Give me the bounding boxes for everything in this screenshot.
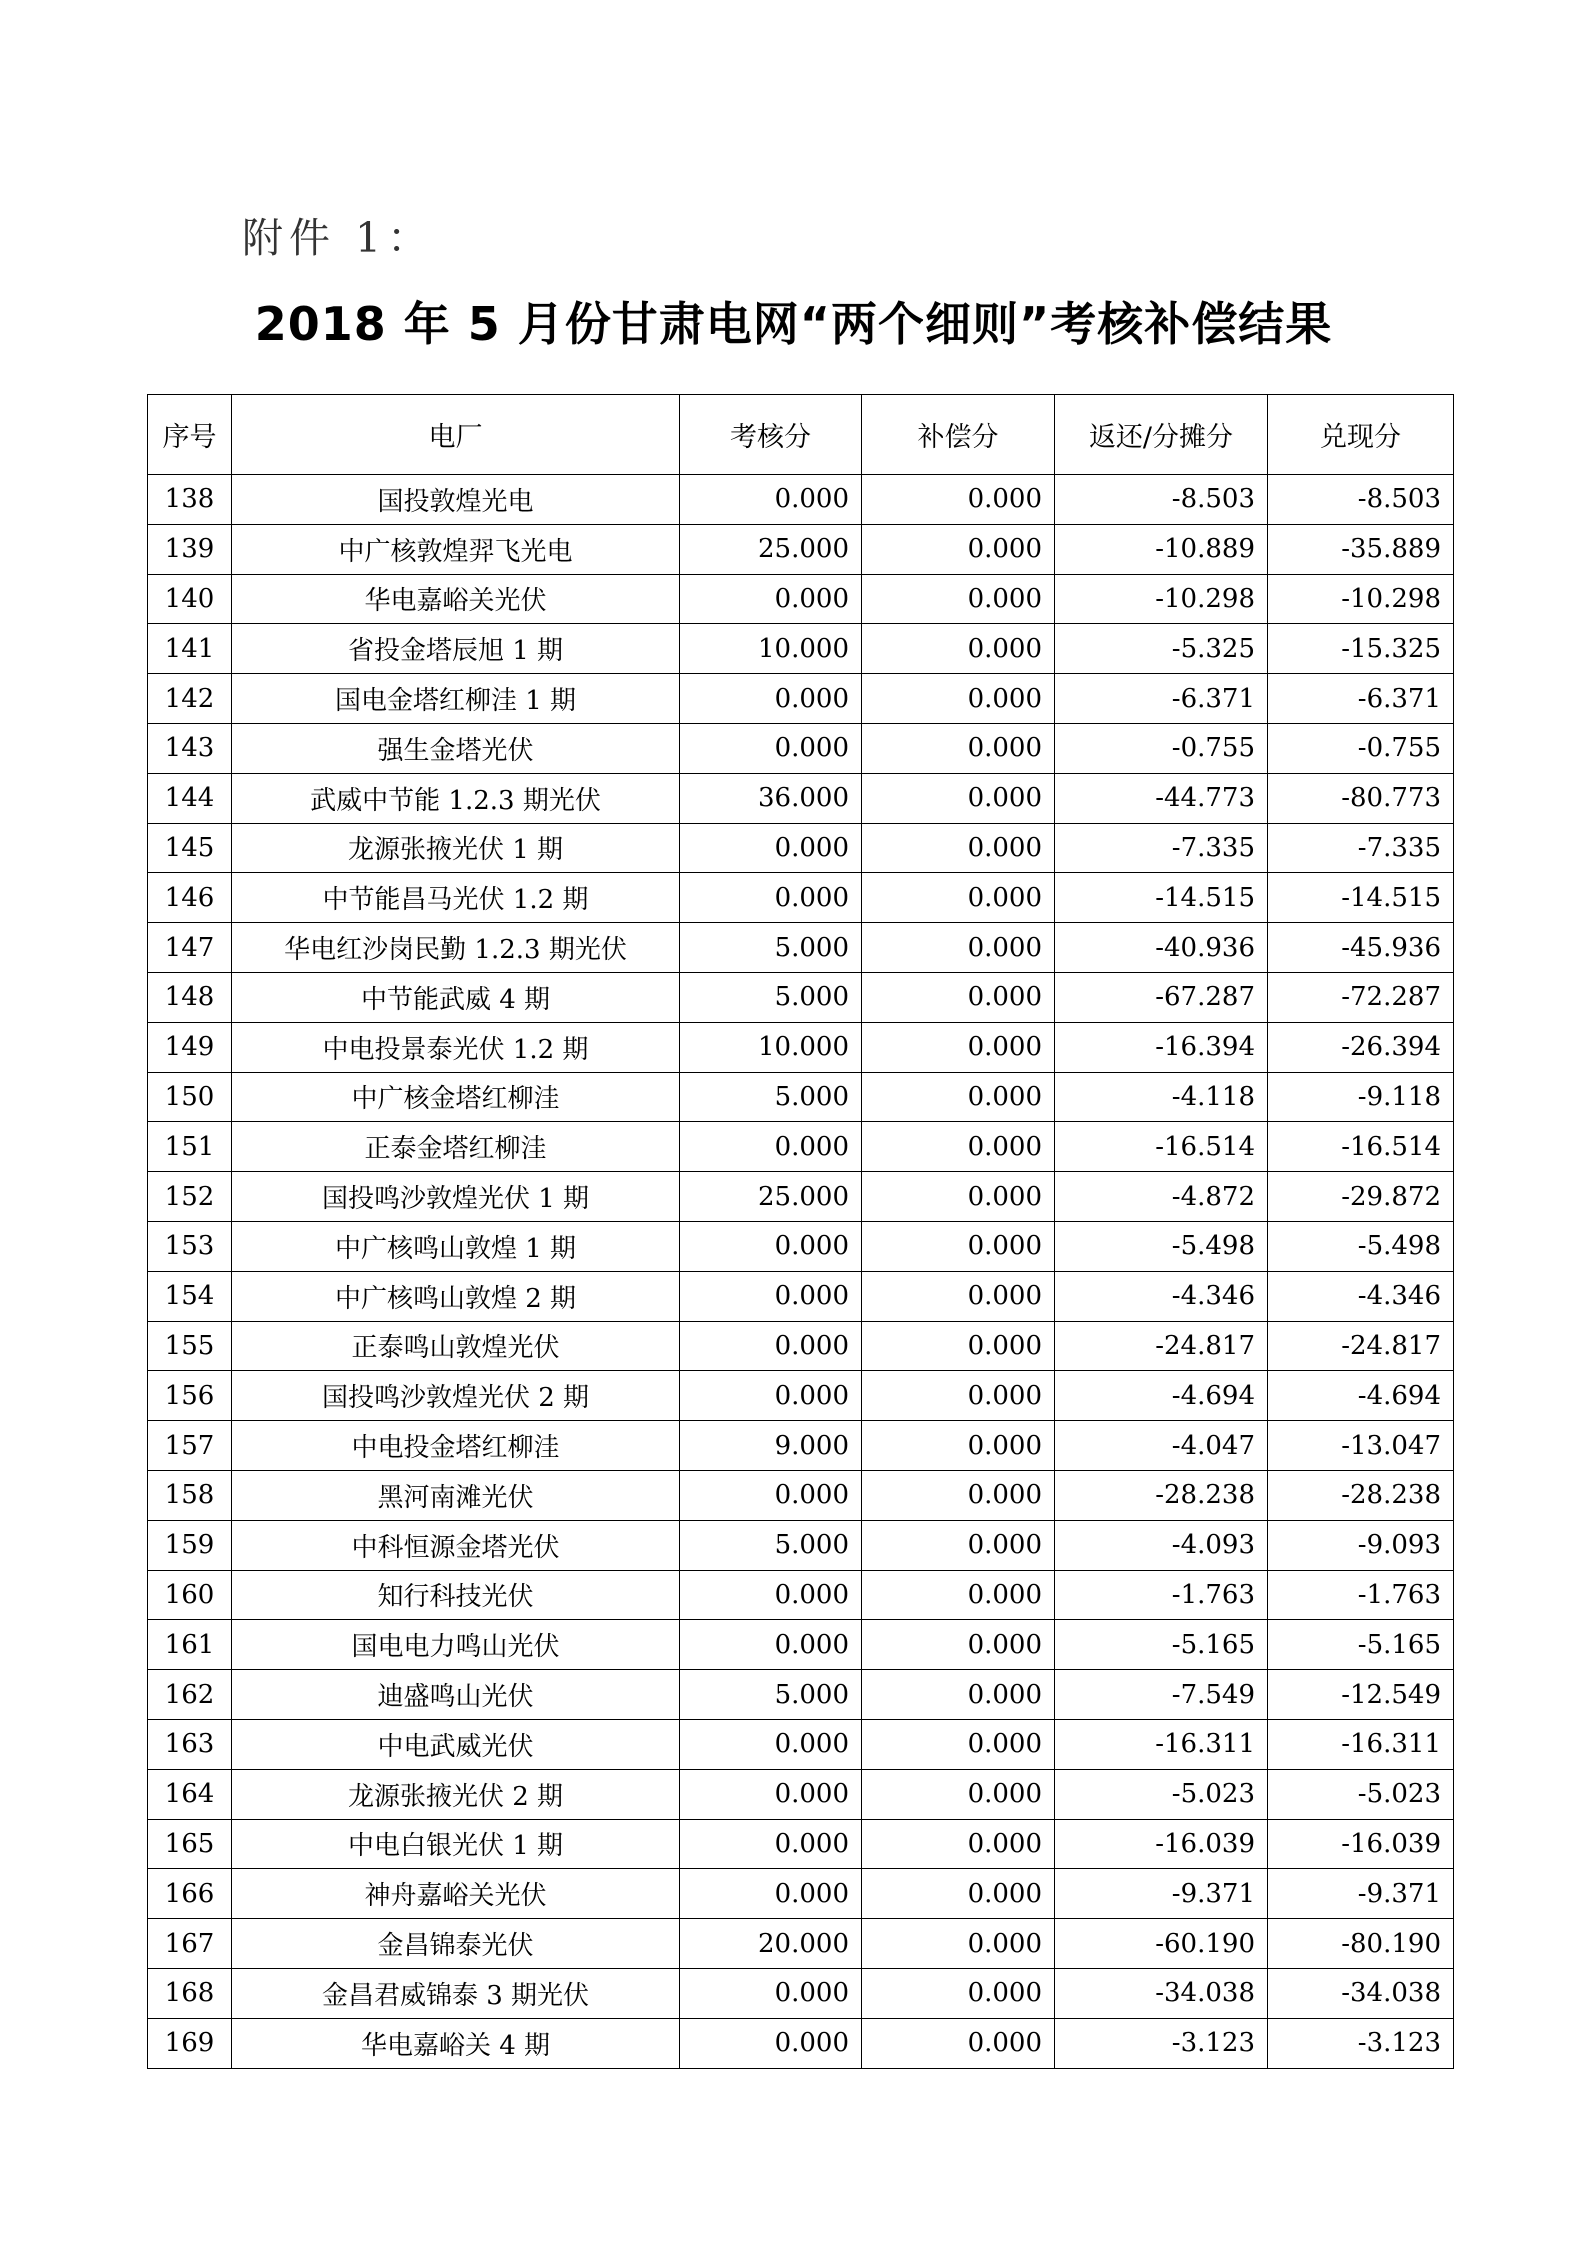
cell-plant: 国电电力鸣山光伏: [232, 1620, 680, 1670]
cell-compensation: 0.000: [862, 873, 1055, 923]
cell-plant: 中节能昌马光伏 1.2 期: [232, 873, 680, 923]
cell-cash: -12.549: [1268, 1670, 1454, 1720]
table-row: [148, 674, 1454, 724]
cell-return-allocation: -67.287: [1055, 972, 1268, 1022]
cell-compensation: 0.000: [862, 1670, 1055, 1720]
table-row: [148, 1620, 1454, 1670]
cell-plant: 迪盛鸣山光伏: [232, 1670, 680, 1720]
cell-compensation: 0.000: [862, 1122, 1055, 1172]
cell-cash: -35.889: [1268, 524, 1454, 574]
cell-assessment: 25.000: [680, 524, 862, 574]
cell-return-allocation: -5.165: [1055, 1620, 1268, 1670]
cell-seq: 161: [148, 1620, 232, 1670]
table-row: [148, 1919, 1454, 1969]
cell-cash: -9.118: [1268, 1072, 1454, 1122]
cell-cash: -9.371: [1268, 1869, 1454, 1919]
cell-return-allocation: -16.394: [1055, 1022, 1268, 1072]
cell-compensation: 0.000: [862, 2018, 1055, 2068]
cell-cash: -10.298: [1268, 574, 1454, 624]
cell-cash: -34.038: [1268, 1968, 1454, 2018]
cell-seq: 150: [148, 1072, 232, 1122]
cell-compensation: 0.000: [862, 1072, 1055, 1122]
cell-cash: -9.093: [1268, 1520, 1454, 1570]
cell-seq: 153: [148, 1221, 232, 1271]
table-row: [148, 2018, 1454, 2068]
cell-return-allocation: -4.872: [1055, 1172, 1268, 1222]
cell-return-allocation: -10.889: [1055, 524, 1268, 574]
cell-return-allocation: -5.325: [1055, 624, 1268, 674]
table-row: [148, 624, 1454, 674]
cell-compensation: 0.000: [862, 574, 1055, 624]
cell-cash: -24.817: [1268, 1321, 1454, 1371]
table-row: [148, 873, 1454, 923]
cell-assessment: 0.000: [680, 1719, 862, 1769]
cell-return-allocation: -9.371: [1055, 1869, 1268, 1919]
cell-seq: 162: [148, 1670, 232, 1720]
cell-plant: 中电白银光伏 1 期: [232, 1819, 680, 1869]
cell-compensation: 0.000: [862, 1221, 1055, 1271]
cell-seq: 168: [148, 1968, 232, 2018]
cell-assessment: 25.000: [680, 1172, 862, 1222]
cell-seq: 151: [148, 1122, 232, 1172]
cell-compensation: 0.000: [862, 773, 1055, 823]
cell-assessment: 5.000: [680, 972, 862, 1022]
table-row: [148, 1769, 1454, 1819]
cell-return-allocation: -4.118: [1055, 1072, 1268, 1122]
cell-plant: 国投敦煌光电: [232, 475, 680, 525]
cell-return-allocation: -1.763: [1055, 1570, 1268, 1620]
cell-assessment: 0.000: [680, 1122, 862, 1172]
document-title: 2018 年 5 月份甘肃电网“两个细则”考核补偿结果: [254, 297, 1333, 351]
table-row: [148, 823, 1454, 873]
cell-return-allocation: -34.038: [1055, 1968, 1268, 2018]
header-return-allocation: 返还/分摊分: [1055, 395, 1268, 475]
cell-assessment: 5.000: [680, 923, 862, 973]
cell-compensation: 0.000: [862, 1520, 1055, 1570]
cell-plant: 神舟嘉峪关光伏: [232, 1869, 680, 1919]
cell-plant: 龙源张掖光伏 2 期: [232, 1769, 680, 1819]
cell-plant: 中广核金塔红柳洼: [232, 1072, 680, 1122]
cell-compensation: 0.000: [862, 1421, 1055, 1471]
cell-return-allocation: -4.694: [1055, 1371, 1268, 1421]
cell-plant: 中节能武威 4 期: [232, 972, 680, 1022]
cell-assessment: 0.000: [680, 723, 862, 773]
table-row: [148, 1421, 1454, 1471]
cell-plant: 华电嘉峪关 4 期: [232, 2018, 680, 2068]
cell-cash: -80.773: [1268, 773, 1454, 823]
cell-seq: 163: [148, 1719, 232, 1769]
table-row: [148, 1172, 1454, 1222]
cell-seq: 148: [148, 972, 232, 1022]
table-row: [148, 1221, 1454, 1271]
cell-cash: -14.515: [1268, 873, 1454, 923]
cell-seq: 165: [148, 1819, 232, 1869]
cell-assessment: 0.000: [680, 1819, 862, 1869]
cell-return-allocation: -44.773: [1055, 773, 1268, 823]
table-header: [148, 395, 1454, 475]
cell-cash: -5.165: [1268, 1620, 1454, 1670]
cell-plant: 国投鸣沙敦煌光伏 2 期: [232, 1371, 680, 1421]
header-plant: 电厂: [232, 395, 680, 475]
cell-return-allocation: -14.515: [1055, 873, 1268, 923]
cell-plant: 龙源张掖光伏 1 期: [232, 823, 680, 873]
table-row: [148, 574, 1454, 624]
cell-cash: -29.872: [1268, 1172, 1454, 1222]
header-row: [148, 395, 1454, 475]
cell-assessment: 0.000: [680, 1470, 862, 1520]
cell-seq: 143: [148, 723, 232, 773]
cell-compensation: 0.000: [862, 1570, 1055, 1620]
table-row: [148, 1022, 1454, 1072]
cell-return-allocation: -5.023: [1055, 1769, 1268, 1819]
cell-seq: 140: [148, 574, 232, 624]
cell-cash: -13.047: [1268, 1421, 1454, 1471]
cell-cash: -1.763: [1268, 1570, 1454, 1620]
cell-compensation: 0.000: [862, 1769, 1055, 1819]
cell-return-allocation: -16.311: [1055, 1719, 1268, 1769]
cell-seq: 155: [148, 1321, 232, 1371]
cell-assessment: 5.000: [680, 1072, 862, 1122]
table-row: [148, 1122, 1454, 1172]
cell-cash: -72.287: [1268, 972, 1454, 1022]
cell-seq: 144: [148, 773, 232, 823]
table-row: [148, 1470, 1454, 1520]
cell-assessment: 0.000: [680, 1321, 862, 1371]
table-row: [148, 1072, 1454, 1122]
table-body: [148, 475, 1454, 2069]
cell-assessment: 0.000: [680, 674, 862, 724]
cell-return-allocation: -3.123: [1055, 2018, 1268, 2068]
cell-assessment: 0.000: [680, 1968, 862, 2018]
cell-plant: 中广核鸣山敦煌 1 期: [232, 1221, 680, 1271]
cell-compensation: 0.000: [862, 524, 1055, 574]
cell-assessment: 20.000: [680, 1919, 862, 1969]
cell-plant: 金昌锦泰光伏: [232, 1919, 680, 1969]
cell-seq: 159: [148, 1520, 232, 1570]
cell-plant: 中电投景泰光伏 1.2 期: [232, 1022, 680, 1072]
cell-return-allocation: -28.238: [1055, 1470, 1268, 1520]
table-row: [148, 1321, 1454, 1371]
cell-return-allocation: -6.371: [1055, 674, 1268, 724]
cell-compensation: 0.000: [862, 1321, 1055, 1371]
cell-return-allocation: -16.039: [1055, 1819, 1268, 1869]
cell-return-allocation: -60.190: [1055, 1919, 1268, 1969]
cell-plant: 华电嘉峪关光伏: [232, 574, 680, 624]
attachment-label: 附件 1：: [242, 214, 435, 262]
table-row: [148, 1968, 1454, 2018]
cell-plant: 国电金塔红柳洼 1 期: [232, 674, 680, 724]
table-row: [148, 1819, 1454, 1869]
cell-cash: -4.694: [1268, 1371, 1454, 1421]
cell-plant: 正泰金塔红柳洼: [232, 1122, 680, 1172]
cell-return-allocation: -4.346: [1055, 1271, 1268, 1321]
cell-return-allocation: -8.503: [1055, 475, 1268, 525]
cell-plant: 华电红沙岗民勤 1.2.3 期光伏: [232, 923, 680, 973]
results-table: [147, 394, 1454, 2069]
cell-compensation: 0.000: [862, 1919, 1055, 1969]
cell-cash: -4.346: [1268, 1271, 1454, 1321]
cell-seq: 147: [148, 923, 232, 973]
cell-seq: 156: [148, 1371, 232, 1421]
cell-plant: 中科恒源金塔光伏: [232, 1520, 680, 1570]
cell-assessment: 0.000: [680, 1221, 862, 1271]
cell-seq: 157: [148, 1421, 232, 1471]
cell-assessment: 0.000: [680, 1869, 862, 1919]
cell-cash: -28.238: [1268, 1470, 1454, 1520]
table-row: [148, 972, 1454, 1022]
cell-return-allocation: -10.298: [1055, 574, 1268, 624]
cell-assessment: 0.000: [680, 574, 862, 624]
table-row: [148, 475, 1454, 525]
cell-plant: 中广核敦煌羿飞光电: [232, 524, 680, 574]
table-row: [148, 1869, 1454, 1919]
header-cash: 兑现分: [1268, 395, 1454, 475]
cell-return-allocation: -24.817: [1055, 1321, 1268, 1371]
cell-compensation: 0.000: [862, 1371, 1055, 1421]
cell-assessment: 0.000: [680, 873, 862, 923]
table-row: [148, 723, 1454, 773]
cell-plant: 中电投金塔红柳洼: [232, 1421, 680, 1471]
cell-seq: 142: [148, 674, 232, 724]
cell-assessment: 5.000: [680, 1670, 862, 1720]
cell-cash: -7.335: [1268, 823, 1454, 873]
cell-compensation: 0.000: [862, 674, 1055, 724]
cell-cash: -8.503: [1268, 475, 1454, 525]
table-row: [148, 1670, 1454, 1720]
cell-seq: 154: [148, 1271, 232, 1321]
table-row: [148, 1271, 1454, 1321]
cell-compensation: 0.000: [862, 1620, 1055, 1670]
cell-compensation: 0.000: [862, 823, 1055, 873]
cell-return-allocation: -16.514: [1055, 1122, 1268, 1172]
cell-compensation: 0.000: [862, 1022, 1055, 1072]
cell-cash: -16.514: [1268, 1122, 1454, 1172]
cell-seq: 160: [148, 1570, 232, 1620]
cell-seq: 149: [148, 1022, 232, 1072]
cell-assessment: 36.000: [680, 773, 862, 823]
header-assessment: 考核分: [680, 395, 862, 475]
cell-compensation: 0.000: [862, 624, 1055, 674]
cell-plant: 省投金塔辰旭 1 期: [232, 624, 680, 674]
cell-seq: 166: [148, 1869, 232, 1919]
cell-compensation: 0.000: [862, 1819, 1055, 1869]
cell-plant: 黑河南滩光伏: [232, 1470, 680, 1520]
cell-plant: 国投鸣沙敦煌光伏 1 期: [232, 1172, 680, 1222]
cell-compensation: 0.000: [862, 1869, 1055, 1919]
cell-compensation: 0.000: [862, 1271, 1055, 1321]
cell-compensation: 0.000: [862, 923, 1055, 973]
cell-compensation: 0.000: [862, 723, 1055, 773]
cell-compensation: 0.000: [862, 972, 1055, 1022]
cell-assessment: 5.000: [680, 1520, 862, 1570]
cell-assessment: 0.000: [680, 1620, 862, 1670]
cell-cash: -80.190: [1268, 1919, 1454, 1969]
cell-plant: 强生金塔光伏: [232, 723, 680, 773]
header-seq: 序号: [148, 395, 232, 475]
cell-return-allocation: -5.498: [1055, 1221, 1268, 1271]
cell-assessment: 10.000: [680, 1022, 862, 1072]
cell-plant: 正泰鸣山敦煌光伏: [232, 1321, 680, 1371]
cell-assessment: 0.000: [680, 2018, 862, 2068]
cell-cash: -26.394: [1268, 1022, 1454, 1072]
cell-compensation: 0.000: [862, 1470, 1055, 1520]
cell-seq: 145: [148, 823, 232, 873]
cell-plant: 中广核鸣山敦煌 2 期: [232, 1271, 680, 1321]
table-row: [148, 1371, 1454, 1421]
cell-assessment: 10.000: [680, 624, 862, 674]
cell-assessment: 0.000: [680, 1371, 862, 1421]
cell-assessment: 0.000: [680, 1570, 862, 1620]
cell-plant: 中电武威光伏: [232, 1719, 680, 1769]
cell-seq: 164: [148, 1769, 232, 1819]
table-row: [148, 1520, 1454, 1570]
cell-cash: -5.023: [1268, 1769, 1454, 1819]
cell-seq: 167: [148, 1919, 232, 1969]
cell-compensation: 0.000: [862, 1719, 1055, 1769]
cell-assessment: 0.000: [680, 1769, 862, 1819]
cell-return-allocation: -0.755: [1055, 723, 1268, 773]
cell-cash: -16.039: [1268, 1819, 1454, 1869]
cell-seq: 169: [148, 2018, 232, 2068]
cell-cash: -5.498: [1268, 1221, 1454, 1271]
cell-return-allocation: -4.047: [1055, 1421, 1268, 1471]
table-row: [148, 1570, 1454, 1620]
table-row: [148, 923, 1454, 973]
cell-return-allocation: -7.335: [1055, 823, 1268, 873]
cell-cash: -0.755: [1268, 723, 1454, 773]
cell-cash: -16.311: [1268, 1719, 1454, 1769]
table-row: [148, 773, 1454, 823]
header-compensation: 补偿分: [862, 395, 1055, 475]
cell-cash: -45.936: [1268, 923, 1454, 973]
cell-plant: 武威中节能 1.2.3 期光伏: [232, 773, 680, 823]
cell-seq: 141: [148, 624, 232, 674]
cell-assessment: 0.000: [680, 823, 862, 873]
cell-assessment: 0.000: [680, 1271, 862, 1321]
cell-plant: 金昌君威锦泰 3 期光伏: [232, 1968, 680, 2018]
cell-assessment: 0.000: [680, 475, 862, 525]
cell-compensation: 0.000: [862, 1968, 1055, 2018]
table-row: [148, 524, 1454, 574]
cell-cash: -3.123: [1268, 2018, 1454, 2068]
cell-assessment: 9.000: [680, 1421, 862, 1471]
cell-cash: -15.325: [1268, 624, 1454, 674]
cell-return-allocation: -4.093: [1055, 1520, 1268, 1570]
cell-compensation: 0.000: [862, 1172, 1055, 1222]
cell-seq: 152: [148, 1172, 232, 1222]
cell-compensation: 0.000: [862, 475, 1055, 525]
cell-seq: 138: [148, 475, 232, 525]
cell-seq: 158: [148, 1470, 232, 1520]
cell-plant: 知行科技光伏: [232, 1570, 680, 1620]
cell-cash: -6.371: [1268, 674, 1454, 724]
cell-seq: 146: [148, 873, 232, 923]
cell-seq: 139: [148, 524, 232, 574]
cell-return-allocation: -7.549: [1055, 1670, 1268, 1720]
table-row: [148, 1719, 1454, 1769]
cell-return-allocation: -40.936: [1055, 923, 1268, 973]
